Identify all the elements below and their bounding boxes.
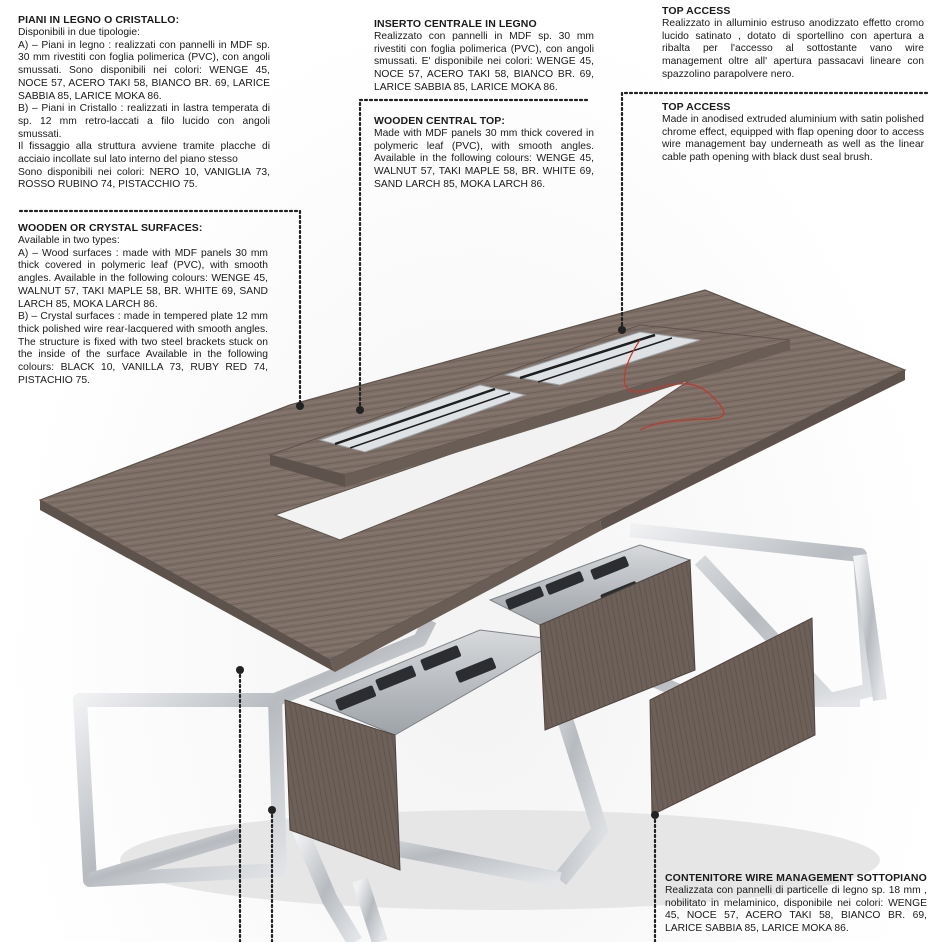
top-access-en-title: TOP ACCESS <box>662 101 731 113</box>
piani-line: A) – Piani in legno : realizzati con pannelli in MDF sp. 30 mm rivestiti con foglia polimerica (PVC), con angoli smussati. Sono disponibili nei colori: WENGE 45, NOCE 57, ACERO TAKI 58, BIANCO BR. 69, LARICE SABBIA 85, LARICE MOKA 86. <box>18 39 270 102</box>
top-access-it-title: TOP ACCESS <box>662 5 731 17</box>
inserto-text: Realizzato con pannelli in MDF sp. 30 mm rivestiti con foglia polimerica (PVC), con angoli smussati. E' disponibile nei colori: WENGE 45, NOCE 57, ACERO TAKI 58, BIANCO BR. 69, LARICE SABBIA 85, LARICE MOKA 86. <box>374 31 594 93</box>
wooden-line: B) – Crystal surfaces : made in tempered plate 12 mm thick polished wire rear-lacquered with smooth angles. The structure is fixed with two steel brackets stuck on the inside of the surface Available in the following colours: BLACK 10, VANILLA 73, RUBY RED 74, PISTACHIO 75. <box>18 311 268 386</box>
piani-title: PIANI IN LEGNO O CRISTALLO: <box>18 14 180 26</box>
central-top-text: Made with MDF panels 30 mm thick covered in polymeric leaf (PVC), with smooth angles. Available in the following colours: WENGE 45, WALNUT 57, TAKI MAPLE 58, BR. WHITE 69, SAND LARCH 85, MOKA LARCH 86. <box>374 128 594 190</box>
contenitore-title: CONTENITORE WIRE MANAGEMENT SOTTOPIANO <box>665 872 927 884</box>
top-access-it-block <box>662 5 924 82</box>
wooden-line: Available in two types: <box>18 235 120 246</box>
contenitore-block <box>665 872 927 936</box>
wooden-block <box>18 222 268 387</box>
inserto-title: INSERTO CENTRALE IN LEGNO <box>374 18 537 30</box>
wooden-title: WOODEN OR CRYSTAL SURFACES: <box>18 222 203 234</box>
piani-block <box>18 14 270 192</box>
top-access-it-text: Realizzato in alluminio estruso anodizzato effetto cromo lucido satinato , dotato di sportellino con apertura a ribalta per l'accesso al sottostante vano wire management oltre all' apertura passacavi lineare con spazzolino parapolvere nero. <box>662 18 924 80</box>
top-access-en-text: Made in anodised extruded aluminium with satin polished chrome effect, equipped with flap opening door to access wire management bay underneath as well as the linear cable path opening with black dust seal brush. <box>662 114 924 164</box>
piani-line: Il fissaggio alla struttura avviene tramite placche di acciaio incollate sul lato interno del piano stesso <box>18 141 270 166</box>
top-access-en-block <box>662 101 924 165</box>
wooden-line: A) – Wood surfaces : made with MDF panels 30 mm thick covered in polymeric leaf (PVC), with smooth angles. Available in the following colours: WENGE 45, WALNUT 57, TAKI MAPLE 58, BR. WHITE 69, SAND LARCH 85, MOKA LARCH 86. <box>18 247 268 310</box>
piani-line: Sono disponibili nei colori: NERO 10, VANIGLIA 73, ROSSO RUBINO 74, PISTACCHIO 75. <box>18 166 270 191</box>
piani-line: Disponibili in due tipologie: <box>18 27 140 38</box>
central-top-block <box>374 115 594 192</box>
contenitore-text: Realizzata con pannelli di particelle di legno sp. 18 mm , nobilitato in melaminico, disponibile nei colori: WENGE 45, NOCE 57, ACERO TAKI 58, BIANCO BR. 69, LARICE SABBIA 85, LARICE MOKA 86. <box>665 885 927 935</box>
piani-line: B) – Piani in Cristallo : realizzati in lastra temperata di sp. 12 mm retro-laccati a filo lucido con angoli smussati. <box>18 103 270 140</box>
inserto-block <box>374 18 594 95</box>
central-top-title: WOODEN CENTRAL TOP: <box>374 115 506 127</box>
